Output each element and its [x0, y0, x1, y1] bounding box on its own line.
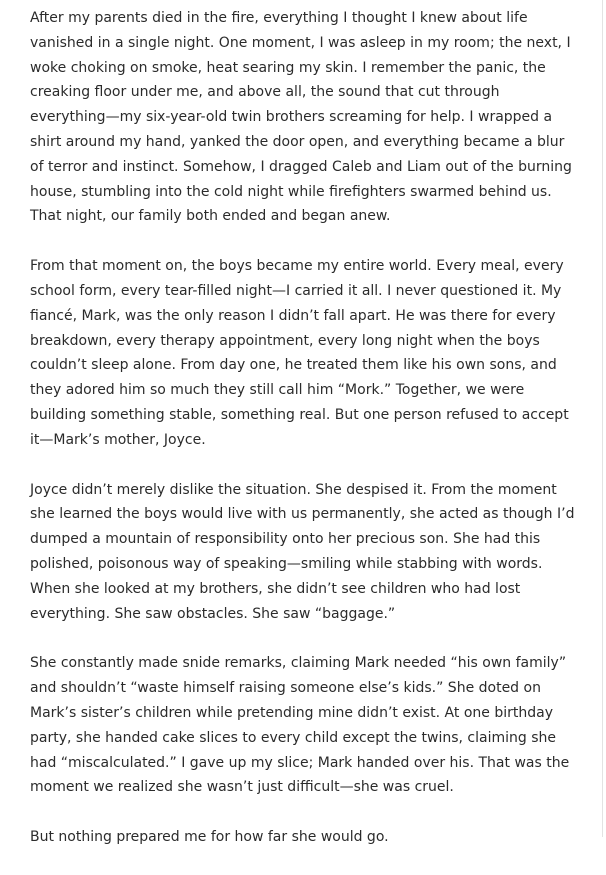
paragraph-snide-remarks: She constantly made snide remarks, claiming Mark needed “his own family” and shouldn’t “waste himself raising someone else’s kids.” She doted on Mark’s sister’s children while pretending mine didn’t exist. At one birthday party, she handed cake slices to every child except the twins, claiming she had “miscalculated.” I gave up my slice; Mark handed over his. That was the moment we realized she wasn’t just difficult—she was cruel.	[30, 655, 570, 796]
paragraph-boys-and-mark: From that moment on, the boys became my entire world. Every meal, every school form, every tear-filled night—I carried it all. I never questioned it. My fiancé, Mark, was the only reason I didn’t fall apart. He was there for every breakdown, every therapy appointment, every long night when the boys couldn’t sleep alone. From day one, he treated them like his own sons, and they adored him so much they still call him “Mork.” Together, we were building something stable, something real. But one person refused to accept it—Mark’s mother, Joyce.	[30, 258, 569, 448]
paragraph-fire-night: After my parents died in the fire, everything I thought I knew about life vanished in a single night. One moment, I was asleep in my room; the next, I woke choking on smoke, heat searing my skin. I remember the panic, the creaking floor under me, and above all, the sound that cut through everything—my six-year-old twin brothers screaming for help. I wrapped a shirt around my hand, yanked the door open, and everything became a blur of terror and instinct. Somehow, I dragged Caleb and Liam out of the burning house, stumbling into the cold night while firefighters swarmed behind us. That night, our family both ended and began anew.	[30, 10, 572, 225]
paragraph-closing-line: But nothing prepared me for how far she would go.	[30, 829, 389, 846]
story-article	[30, 6, 575, 875]
paragraph-joyce-despised: Joyce didn’t merely dislike the situation. She despised it. From the moment she learned the boys would live with us permanently, she acted as though I’d dumped a mountain of responsibility onto her precious son. She had this polished, poisonous way of speaking—smiling while stabbing with words. When she looked at my brothers, she didn’t see children who had lost everything. She saw obstacles. She saw “baggage.”	[30, 481, 575, 622]
